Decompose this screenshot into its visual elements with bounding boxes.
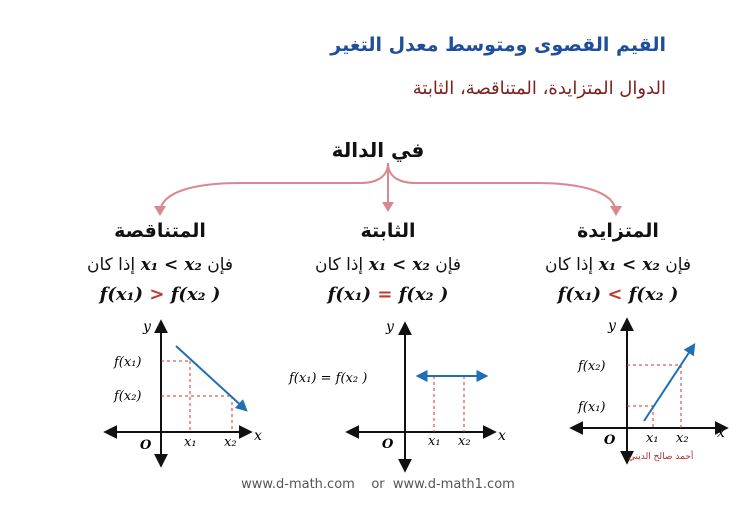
fx2-label: f(x₂) <box>578 359 606 374</box>
origin-label: O <box>604 433 616 448</box>
graph-constant <box>288 319 506 470</box>
x-axis-label: x <box>717 425 725 441</box>
footer-links: www.d-math.com or www.d-math1.com <box>241 477 515 492</box>
center-heading: في الدالة <box>331 138 425 162</box>
relation-left: f(x₁) <box>327 284 372 305</box>
category-decreasing-title: المتناقصة <box>114 220 206 242</box>
slide-title: القيم القصوى ومتوسط معدل التغير <box>330 34 666 56</box>
y-axis-label: y <box>143 319 151 335</box>
relation-right: f(x₂ ) <box>398 284 449 305</box>
x2-label: x₂ <box>224 435 237 450</box>
relation-left: f(x₁) <box>99 284 144 305</box>
x1-label: x₁ <box>184 435 197 450</box>
relation-left: f(x₁) <box>557 284 602 305</box>
graph-increasing <box>572 318 726 462</box>
x-axis-label: x <box>498 428 506 444</box>
fx1-label: f(x₁) <box>578 400 606 415</box>
y-axis-label: y <box>386 319 394 335</box>
category-increasing-title: المتزايدة <box>577 220 659 242</box>
fx1-label: f(x₁) <box>114 355 142 370</box>
origin-label: O <box>382 437 394 452</box>
condition-prefix: إذا كان <box>314 255 364 275</box>
relation-operator: = <box>377 284 393 305</box>
condition-prefix: إذا كان <box>544 255 594 275</box>
condition-math: x₁ < x₂ <box>140 255 202 275</box>
condition-suffix: فإن <box>435 255 462 275</box>
constant-label: f(x₁) = f(x₂ ) <box>289 371 368 386</box>
category-constant-title: الثابتة <box>360 220 416 242</box>
condition-math: x₁ < x₂ <box>598 255 660 275</box>
relation-operator: > <box>149 284 165 305</box>
x2-label: x₂ <box>676 431 689 446</box>
y-axis-label: y <box>608 318 616 334</box>
graph-decreasing <box>106 319 262 465</box>
origin-label: O <box>140 438 152 453</box>
condition-suffix: فإن <box>665 255 692 275</box>
slide-subtitle: الدوال المتزايدة، المتناقصة، الثابتة <box>412 78 666 99</box>
relation-operator: < <box>607 284 623 305</box>
function-line <box>176 346 246 410</box>
author-signature: أحمد صالح الديني <box>628 452 694 462</box>
function-line <box>644 345 694 421</box>
x1-label: x₁ <box>428 434 441 449</box>
fx2-label: f(x₂) <box>114 389 142 404</box>
condition-suffix: فإن <box>207 255 234 275</box>
condition-math: x₁ < x₂ <box>368 255 430 275</box>
x2-label: x₂ <box>458 434 471 449</box>
relation-right: f(x₂ ) <box>170 284 221 305</box>
x1-label: x₁ <box>646 431 659 446</box>
condition-prefix: إذا كان <box>86 255 136 275</box>
x-axis-label: x <box>254 428 262 444</box>
relation-right: f(x₂ ) <box>628 284 679 305</box>
